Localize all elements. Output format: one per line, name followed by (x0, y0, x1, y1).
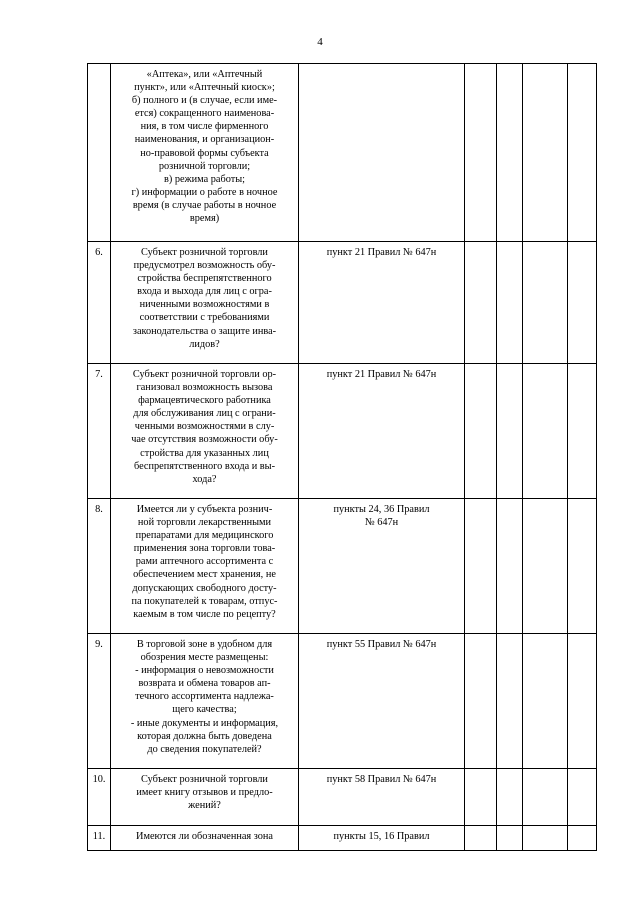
table-row (88, 242, 597, 364)
question-line: Субъект розничной торговли (141, 247, 268, 258)
question-line: лидов? (189, 338, 220, 350)
question-line: «Аптека», или «Аптечный (146, 69, 263, 80)
table-row (88, 826, 597, 851)
answer-cell (465, 364, 497, 499)
table-row (88, 64, 597, 242)
question-line: Субъект розничной торговли ор- (132, 369, 277, 380)
reference-cell (299, 364, 465, 499)
question-line: которая должна быть доведена (137, 730, 272, 742)
question-cell (111, 499, 299, 634)
answer-cell (497, 769, 523, 826)
answer-cell (497, 499, 523, 634)
reference-cell (299, 499, 465, 634)
reference-line: пункт 21 Правил № 647н (326, 247, 437, 258)
table-row (88, 769, 597, 826)
question-cell (111, 64, 299, 242)
answer-cell (523, 64, 568, 242)
answer-cell (465, 499, 497, 634)
question-line: пункт», или «Аптечный киоск»; (134, 82, 275, 94)
row-number: 9. (88, 634, 111, 769)
question-line: время (в случае работы в ночное (132, 199, 277, 211)
question-cell (111, 634, 299, 769)
question-line: Имеются ли обозначенная зона (136, 831, 273, 842)
answer-cell (523, 242, 568, 364)
question-line: возврата и обмена товаров ап- (138, 678, 271, 690)
answer-cell (465, 769, 497, 826)
question-line: для обслуживания лиц с ограни- (133, 408, 276, 420)
question-line: стройства для указанных лиц (140, 447, 269, 459)
question-line: но-правовой формы субъекта (140, 147, 269, 159)
question-line: розничной торговли; (158, 160, 251, 172)
answer-cell (497, 364, 523, 499)
question-line: Субъект розничной торговли (141, 774, 268, 785)
row-number: 8. (88, 499, 111, 634)
reference-cell (299, 242, 465, 364)
question-line: ниченными возможностями в (139, 299, 270, 311)
reference-line: пункт 58 Правил № 647н (326, 774, 437, 785)
question-line: наименования, и организацион- (134, 134, 275, 146)
answer-cell (523, 826, 568, 851)
answer-cell (523, 769, 568, 826)
reference-cell (299, 64, 465, 242)
question-cell (111, 242, 299, 364)
answer-cell (568, 364, 597, 499)
page-number: 4 (317, 36, 323, 48)
row-number: 10. (88, 769, 111, 826)
question-line: ной торговли лекарственными (137, 517, 272, 529)
answer-cell (523, 364, 568, 499)
question-line: до сведения покупателей? (147, 743, 262, 755)
question-line: время) (189, 213, 220, 225)
question-line: допускающих свободного досту- (132, 582, 277, 594)
question-line: течного ассортимента надлежа- (135, 691, 274, 703)
reference-cell (299, 634, 465, 769)
question-line: каемым в том числе по рецепту? (133, 608, 276, 620)
answer-cell (497, 826, 523, 851)
question-line: стройства беспрепятственного (137, 273, 272, 285)
question-line: рами аптечного ассортимента с (135, 556, 274, 568)
question-line: ганизовал возможность вызова (136, 382, 273, 394)
question-line: законодательства о защите инва- (132, 325, 277, 337)
question-line: па покупателей к товарам, отпус- (131, 595, 278, 607)
reference-line: № 647н (364, 517, 399, 529)
reference-cell (299, 769, 465, 826)
answer-cell (465, 64, 497, 242)
question-line: соответствии с требованиями (139, 312, 270, 324)
answer-cell (568, 634, 597, 769)
reference-line: пункт 21 Правил № 647н (326, 369, 437, 380)
answer-cell (465, 242, 497, 364)
table-row (88, 499, 597, 634)
question-line: щего качества; (172, 704, 237, 716)
reference-line: пункты 15, 16 Правил (333, 831, 430, 842)
question-line: б) полного и (в случае, если име- (131, 95, 278, 107)
question-line: беспрепятственного входа и вы- (133, 460, 276, 472)
question-line: обеспечением мест хранения, не (133, 569, 276, 581)
answer-cell (523, 634, 568, 769)
row-number (88, 64, 111, 242)
question-line: - информация о невозможности (135, 665, 274, 677)
row-number: 11. (88, 826, 111, 851)
answer-cell (568, 499, 597, 634)
table-row (88, 634, 597, 769)
question-line: жений? (188, 800, 221, 812)
question-line: - иные документы и информация, (130, 717, 279, 729)
question-line: ется) сокращенного наименова- (134, 108, 275, 120)
reference-line: пункты 24, 36 Правил (333, 504, 430, 515)
answer-cell (465, 634, 497, 769)
answer-cell (568, 64, 597, 242)
question-line: в) режима работы; (163, 173, 246, 185)
answer-cell (568, 242, 597, 364)
answer-cell (523, 499, 568, 634)
answer-cell (568, 769, 597, 826)
question-cell (111, 826, 299, 851)
table-row (88, 364, 597, 499)
answer-cell (465, 826, 497, 851)
question-line: хода? (192, 473, 217, 485)
reference-cell (299, 826, 465, 851)
reference-line: пункт 55 Правил № 647н (326, 639, 437, 650)
question-line: фармацевтического работника (138, 395, 271, 407)
question-line: препаратами для медицинского (135, 530, 274, 542)
answer-cell (568, 826, 597, 851)
question-line: В торговой зоне в удобном для (136, 639, 273, 650)
answer-cell (497, 242, 523, 364)
question-line: предусмотрел возможность обу- (133, 260, 276, 272)
table-body (88, 64, 597, 851)
question-line: обозрения месте размещены: (140, 652, 269, 664)
checklist-table (87, 63, 597, 851)
row-number: 7. (88, 364, 111, 499)
question-line: чае отсутствия возможности обу- (131, 434, 278, 446)
question-cell (111, 769, 299, 826)
answer-cell (497, 634, 523, 769)
question-line: Имеется ли у субъекта рознич- (136, 504, 273, 515)
question-line: ченными возможностями в слу- (134, 421, 275, 433)
question-line: применения зона торговли това- (133, 543, 276, 555)
row-number: 6. (88, 242, 111, 364)
question-line: имеет книгу отзывов и предло- (136, 787, 273, 799)
question-line: входа и выхода для лиц с огра- (137, 286, 272, 298)
answer-cell (497, 64, 523, 242)
question-line: ния, в том числе фирменного (140, 121, 269, 133)
question-cell (111, 364, 299, 499)
question-line: г) информации о работе в ночное (131, 186, 278, 198)
